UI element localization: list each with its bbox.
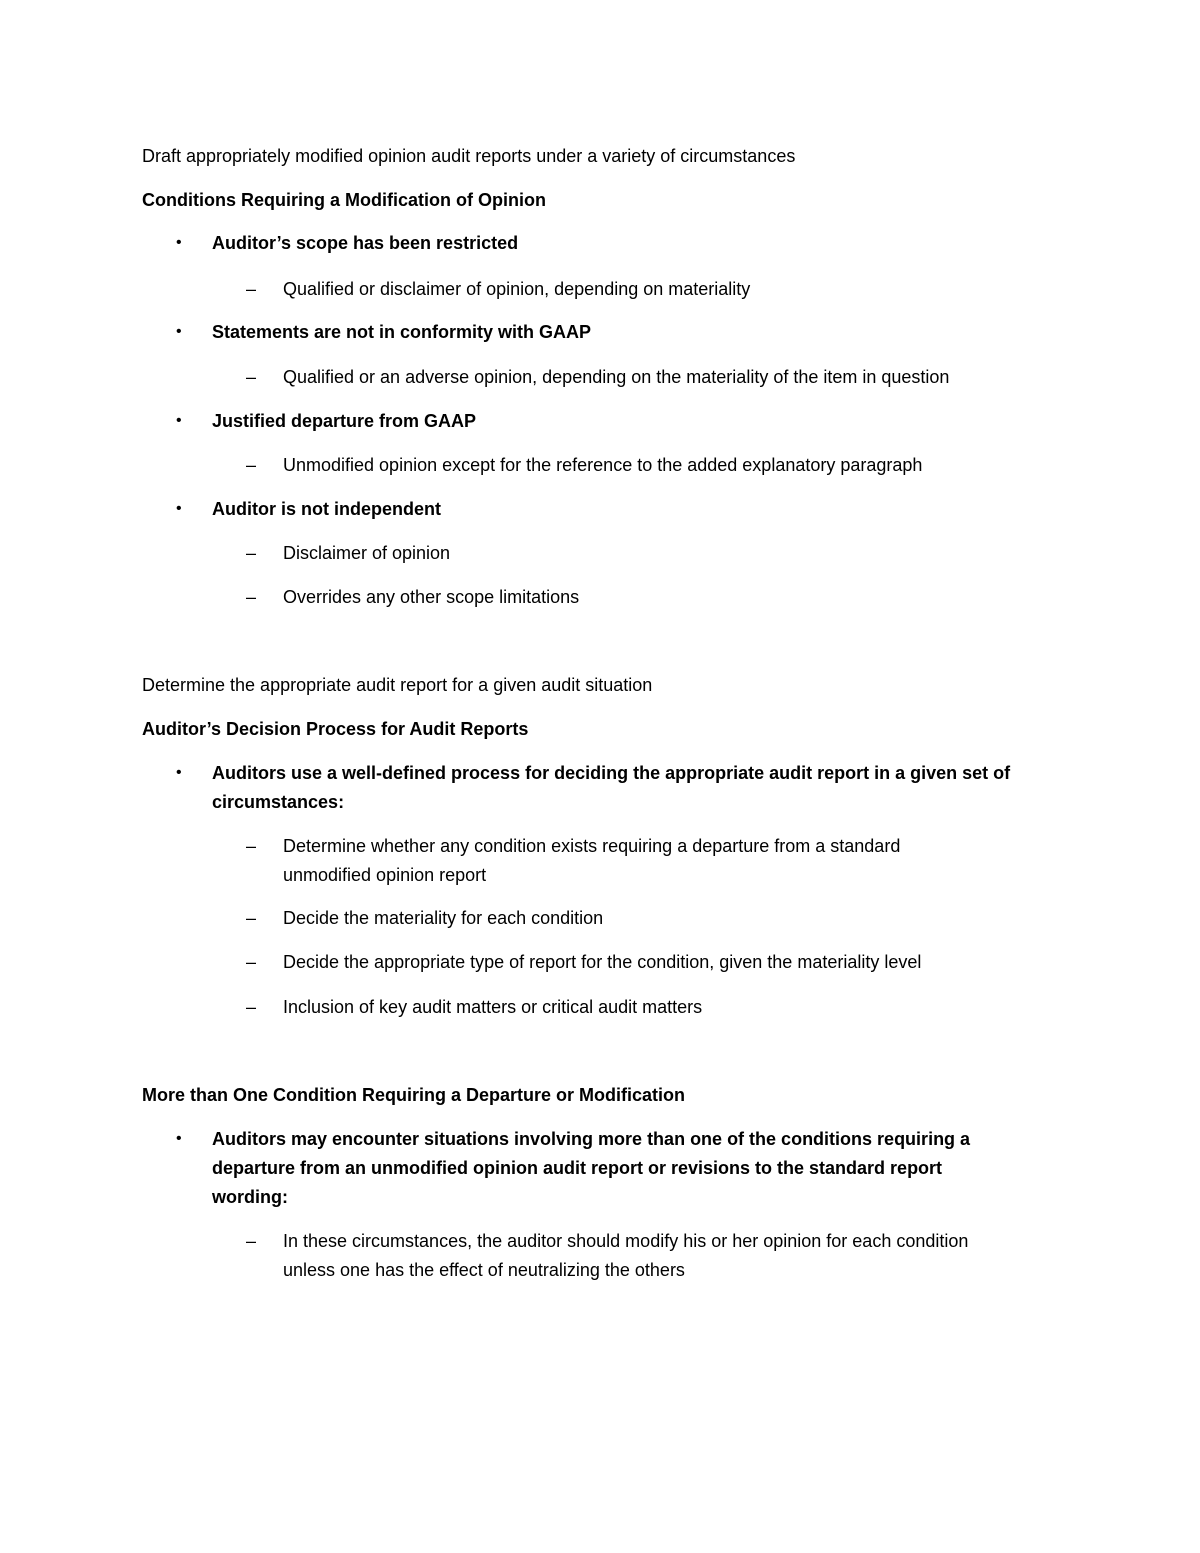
section1-bullet-3-sub-1: Unmodified opinion except for the reference to the added explanatory paragraph (283, 455, 923, 475)
dash-marker: – (246, 279, 257, 299)
section2-bullet-line-1: Auditors use a well-defined process for deciding the appropriate audit report in a given set of (212, 763, 1011, 783)
dash-marker: – (246, 908, 257, 928)
section3-sub-line-2: unless one has the effect of neutralizing the others (283, 1260, 685, 1280)
section2-title: Auditor’s Decision Process for Audit Reports (142, 719, 529, 739)
section1-bullet-1-sub-1: Qualified or disclaimer of opinion, depending on materiality (283, 279, 751, 299)
dash-marker: – (246, 836, 257, 856)
dash-marker: – (246, 952, 257, 972)
bullet-marker: • (176, 323, 182, 340)
section3-bullet-line-2: departure from an unmodified opinion audit report or revisions to the standard report (212, 1158, 943, 1178)
section1-bullet-2-sub-1: Qualified or an adverse opinion, depending on the materiality of the item in question (283, 367, 950, 387)
section1-bullet-2: Statements are not in conformity with GAAP (212, 322, 592, 342)
section3-bullet-line-1: Auditors may encounter situations involving more than one of the conditions requiring a (212, 1129, 971, 1149)
section1-title: Conditions Requiring a Modification of Opinion (142, 190, 546, 210)
bullet-marker: • (176, 500, 182, 517)
section2-sub-1-line-1: Determine whether any condition exists requiring a departure from a standard (283, 836, 901, 856)
section3-title: More than One Condition Requiring a Departure or Modification (142, 1085, 686, 1105)
bullet-marker: • (176, 412, 182, 429)
bullet-marker: • (176, 1130, 182, 1147)
section3-bullet-line-3: wording: (212, 1187, 288, 1207)
section1-bullet-4-sub-1: Disclaimer of opinion (283, 543, 451, 563)
section1-bullet-4-sub-2: Overrides any other scope limitations (283, 587, 580, 607)
dash-marker: – (246, 367, 257, 387)
bullet-marker: • (176, 764, 182, 781)
section1-intro: Draft appropriately modified opinion audit reports under a variety of circumstances (142, 146, 796, 166)
section2-intro: Determine the appropriate audit report for a given audit situation (142, 675, 653, 695)
dash-marker: – (246, 997, 257, 1017)
section2-sub-1-line-2: unmodified opinion report (283, 865, 487, 885)
section2-sub-4: Inclusion of key audit matters or critical audit matters (283, 997, 703, 1017)
bullet-marker: • (176, 234, 182, 251)
dash-marker: – (246, 587, 257, 607)
section2-bullet-line-2: circumstances: (212, 792, 345, 812)
section2-sub-3: Decide the appropriate type of report for the condition, given the materiality level (283, 952, 922, 972)
dash-marker: – (246, 455, 257, 475)
section1-bullet-4: Auditor is not independent (212, 499, 441, 519)
section2-sub-2: Decide the materiality for each condition (283, 908, 604, 928)
dash-marker: – (246, 543, 257, 563)
dash-marker: – (246, 1231, 257, 1251)
section1-bullet-3: Justified departure from GAAP (212, 411, 477, 431)
section1-bullet-1: Auditor’s scope has been restricted (212, 233, 519, 253)
section3-sub-line-1: In these circumstances, the auditor should modify his or her opinion for each condition (283, 1231, 969, 1251)
